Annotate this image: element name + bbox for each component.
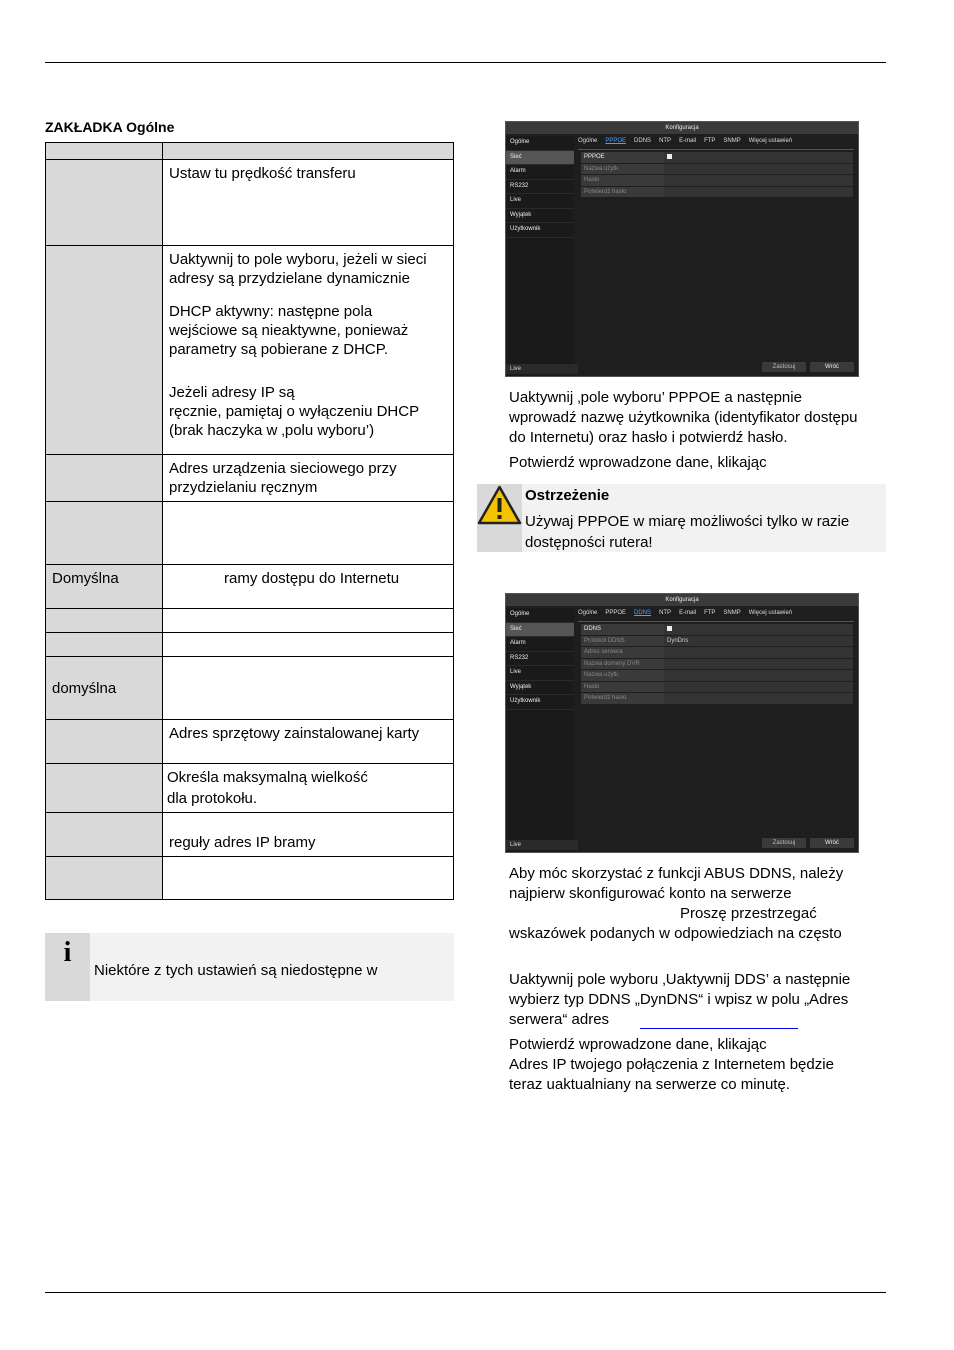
settings-row xyxy=(581,164,853,176)
live-button[interactable]: Live xyxy=(506,840,578,850)
row-text: dla protokołu. xyxy=(167,790,258,807)
confirm-password-label: Potwierdź hasło xyxy=(581,187,664,198)
apply-button[interactable]: Zastosuj xyxy=(762,362,806,372)
table-row xyxy=(46,764,454,813)
confirm-password-field[interactable] xyxy=(664,187,853,198)
row-key xyxy=(46,813,163,857)
password-field[interactable] xyxy=(664,682,853,693)
dvr-domain-label: Nazwa domeny DVR xyxy=(581,659,664,670)
username-label: Nazwa użytk. xyxy=(581,670,664,681)
ddns-protocol-label: Protokół DDNS xyxy=(581,636,664,647)
password-label: Hasło xyxy=(581,682,664,693)
ddns-confirm-text: Potwierdź wprowadzone dane, klikając xyxy=(509,1036,767,1053)
bottom-rule xyxy=(45,1292,886,1293)
sidebar-item-alarm[interactable]: Alarm xyxy=(506,165,574,180)
tab-bar xyxy=(578,138,854,148)
table-row xyxy=(46,565,454,609)
password-label: Hasło xyxy=(581,175,664,186)
sidebar-item-general[interactable]: Ogólne xyxy=(506,608,574,623)
tab-general[interactable]: Ogólne xyxy=(578,138,598,144)
confirm-password-field[interactable] xyxy=(664,693,853,704)
table-row xyxy=(46,246,454,455)
warning-text: Używaj PPPOE w miarę możliwości tylko w razie dostępności rutera! xyxy=(525,513,850,551)
ddns-protocol-select[interactable]: DynDns xyxy=(664,636,853,647)
username-field[interactable] xyxy=(664,164,853,175)
sidebar-item-rs232[interactable]: RS232 xyxy=(506,180,574,195)
sidebar-item-rs232[interactable]: RS232 xyxy=(506,652,574,667)
pppoe-instructions: Uaktywnij ‚pole wyboru’ PPPOE a następnie wprowadź nazwę użytkownika (identyfikator dostępu do Internetu) oraz hasło i potwierdź hasło. xyxy=(509,389,858,446)
row-text: przydzielaniu ręcznym xyxy=(169,479,318,496)
sidebar-item-live[interactable]: Live xyxy=(506,666,574,681)
pppoe-config-screenshot xyxy=(505,121,859,377)
tab-ntp[interactable]: NTP xyxy=(659,138,672,144)
tab-ftp[interactable]: FTP xyxy=(704,610,716,616)
row-key xyxy=(46,502,163,565)
row-key xyxy=(46,857,163,900)
row-key xyxy=(46,609,163,633)
server-address-label: Adres serwera xyxy=(581,647,664,658)
username-label: Nazwa użytk. xyxy=(581,164,664,175)
settings-row xyxy=(581,636,853,648)
row-text: Jeżeli adresy IP są xyxy=(169,384,295,401)
row-text: ramy dostępu do Internetu xyxy=(224,570,400,587)
row-text: adresy są przydzielane dynamicznie xyxy=(169,270,410,287)
section-title: ZAKŁADKA Ogólne xyxy=(45,119,175,135)
sidebar-item-live[interactable]: Live xyxy=(506,194,574,209)
sidebar-item-exception[interactable]: Wyjątek xyxy=(506,681,574,696)
sidebar xyxy=(506,608,574,852)
table-row xyxy=(46,609,454,633)
table-row xyxy=(46,657,454,720)
row-text: wejściowe są nieaktywne, ponieważ xyxy=(169,322,409,339)
row-text: Określa maksymalną wielkość xyxy=(167,769,368,786)
sidebar-item-user[interactable]: Użytkownik xyxy=(506,223,574,238)
sidebar-item-user[interactable]: Użytkownik xyxy=(506,695,574,710)
row-key: domyślna xyxy=(46,657,163,720)
row-text: Adres urządzenia sieciowego przy xyxy=(169,460,397,477)
settings-row xyxy=(581,693,853,705)
table-row xyxy=(46,160,454,246)
tab-bar xyxy=(578,610,854,620)
tab-ddns[interactable]: DDNS xyxy=(634,138,652,144)
tab-general[interactable]: Ogólne xyxy=(578,610,598,616)
password-field[interactable] xyxy=(664,175,853,186)
sidebar xyxy=(506,136,574,376)
info-note xyxy=(45,933,454,1001)
settings-row xyxy=(581,152,853,164)
sidebar-item-network[interactable]: Sieć xyxy=(506,623,574,638)
row-text: Uaktywnij to pole wyboru, jeżeli w sieci xyxy=(169,251,427,268)
row-text: Adres sprzętowy zainstalowanej karty xyxy=(169,725,420,742)
warning-box xyxy=(477,484,886,552)
row-key xyxy=(46,764,163,813)
tab-more-settings[interactable]: Więcej ustawień xyxy=(748,138,793,144)
row-text: Ustaw tu prędkość transferu xyxy=(169,165,356,182)
row-text: DHCP aktywny: następne pola xyxy=(169,303,373,320)
ddns-label: DDNS xyxy=(581,624,664,635)
sidebar-item-general[interactable]: Ogólne xyxy=(506,136,574,151)
table-header-row xyxy=(46,143,454,160)
confirm-password-label: Potwierdź hasło xyxy=(581,693,664,704)
apply-button[interactable]: Zastosuj xyxy=(762,838,806,848)
dvr-domain-field[interactable] xyxy=(664,659,853,670)
live-button[interactable]: Live xyxy=(506,364,578,374)
sidebar-item-exception[interactable]: Wyjątek xyxy=(506,209,574,224)
settings-row xyxy=(581,624,853,636)
settings-row xyxy=(581,659,853,671)
pppoe-confirm-text: Potwierdź wprowadzone dane, klikając xyxy=(509,454,767,471)
top-rule xyxy=(45,62,886,63)
row-text: (brak haczyka w ‚polu wyboru’) xyxy=(169,422,375,439)
ddns-intro-text: Aby móc skorzystać z funkcji ABUS DDNS, należy najpierw skonfigurować konto na serwerze Proszę przestrzegać wskazówek podanych w odpowiedziach na często xyxy=(509,865,844,942)
info-icon: i xyxy=(45,933,90,1001)
tab-ntp[interactable]: NTP xyxy=(659,610,672,616)
settings-rows xyxy=(581,152,853,198)
tab-email[interactable]: E-mail xyxy=(679,610,697,616)
back-button[interactable]: Wróć xyxy=(810,838,854,848)
ddns-update-text: Adres IP twojego połączenia z Internetem będzie teraz uaktualniany na serwerze co minutę. xyxy=(509,1056,834,1093)
row-key xyxy=(46,160,163,246)
tab-more-settings[interactable]: Więcej ustawień xyxy=(748,610,793,616)
table-row xyxy=(46,633,454,657)
settings-rows xyxy=(581,624,853,705)
warning-title: Ostrzeżenie xyxy=(525,487,610,504)
table-row xyxy=(46,455,454,502)
row-key xyxy=(46,246,163,455)
server-address-field[interactable] xyxy=(664,647,853,658)
info-note-text: Niektóre z tych ustawień są niedostępne w xyxy=(94,962,378,979)
username-field[interactable] xyxy=(664,670,853,681)
row-key xyxy=(46,720,163,764)
tab-pppoe[interactable]: PPPOE xyxy=(605,610,627,616)
tab-pppoe[interactable]: PPPOE xyxy=(605,138,627,144)
tab-ftp[interactable]: FTP xyxy=(704,138,716,144)
table-row xyxy=(46,720,454,764)
settings-row xyxy=(581,682,853,694)
warning-icon xyxy=(477,484,522,552)
tab-snmp[interactable]: SNMP xyxy=(723,610,741,616)
window-title: Konfiguracja xyxy=(506,594,858,606)
row-key xyxy=(46,633,163,657)
settings-table xyxy=(45,142,454,900)
row-text: reguły adres IP bramy xyxy=(169,834,316,851)
row-text: parametry są pobierane z DHCP. xyxy=(169,341,388,358)
sidebar-item-network[interactable]: Sieć xyxy=(506,151,574,166)
settings-row xyxy=(581,647,853,659)
settings-row xyxy=(581,670,853,682)
server-address-link[interactable] xyxy=(640,1028,798,1029)
ddns-config-screenshot xyxy=(505,593,859,853)
tab-email[interactable]: E-mail xyxy=(679,138,697,144)
table-row xyxy=(46,857,454,900)
pppoe-label: PPPOE xyxy=(581,152,664,163)
pppoe-checkbox[interactable] xyxy=(667,154,672,159)
table-row xyxy=(46,502,454,565)
tab-snmp[interactable]: SNMP xyxy=(723,138,741,144)
row-key: Domyślna xyxy=(46,565,163,609)
ddns-checkbox[interactable] xyxy=(667,626,672,631)
sidebar-item-alarm[interactable]: Alarm xyxy=(506,637,574,652)
row-key xyxy=(46,455,163,502)
table-row xyxy=(46,813,454,857)
ddns-instructions: Uaktywnij pole wyboru ‚Uaktywnij DDS’ a następnie wybierz typ DDNS „DynDNS“ i wpisz w polu „Adres serwera“ adres xyxy=(509,971,851,1028)
settings-row xyxy=(581,187,853,199)
settings-row xyxy=(581,175,853,187)
back-button[interactable]: Wróć xyxy=(810,362,854,372)
window-title: Konfiguracja xyxy=(506,122,858,134)
tab-ddns[interactable]: DDNS xyxy=(634,610,652,616)
row-text: ręcznie, pamiętaj o wyłączeniu DHCP xyxy=(169,403,420,420)
